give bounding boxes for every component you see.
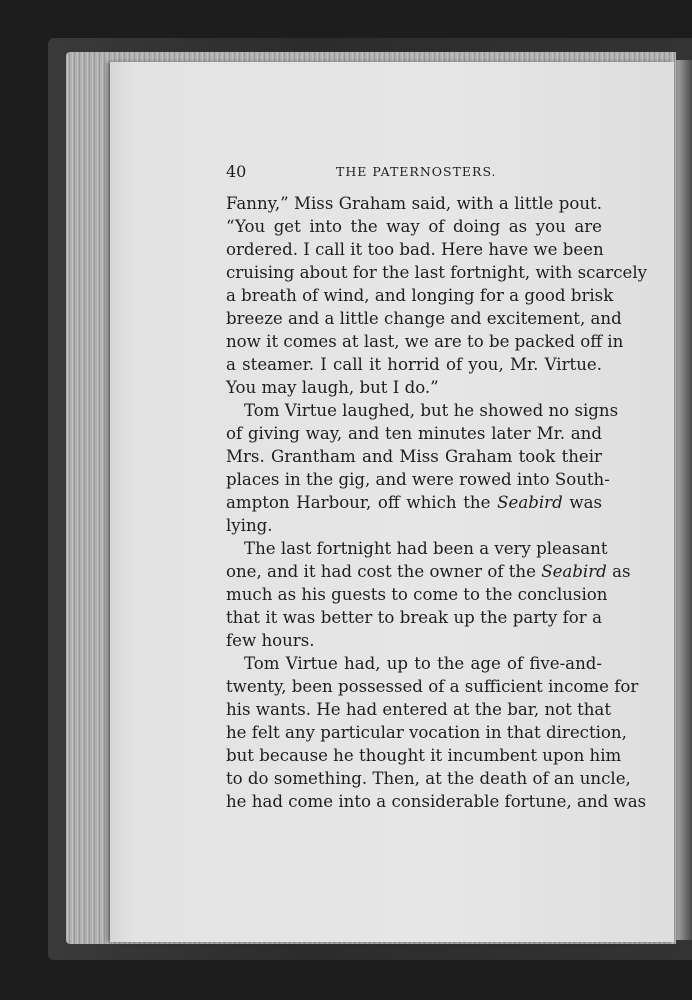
text-line: much as his guests to come to the conclusion (226, 585, 608, 604)
text-line: “You get into the way of doing as you are (226, 217, 602, 236)
text-line: cruising about for the last fortnight, with scarcely (226, 263, 648, 282)
ship-name-italic: Seabird (541, 562, 607, 581)
text-line: Mrs. Grantham and Miss Graham took their (226, 447, 602, 466)
text-line (226, 491, 602, 514)
text-line: that it was better to break up the party for a (226, 608, 602, 627)
text-line: of giving way, and ten minutes later Mr. and (226, 424, 602, 443)
text-line: places in the gig, and were rowed into South- (226, 470, 610, 489)
text-line: Tom Virtue laughed, but he showed no signs (244, 401, 619, 420)
text-line: twenty, been possessed of a sufficient income for (226, 677, 639, 696)
text-segment: ampton Harbour, off which the (226, 493, 498, 512)
text-line: lying. (226, 516, 273, 535)
running-head: THE PATERNOSTERS. (336, 164, 497, 179)
text-line: to do something. Then, at the death of an uncle, (226, 769, 631, 788)
text-line: Tom Virtue had, up to the age of five-and- (244, 654, 602, 673)
text-line (226, 560, 631, 583)
text-line: few hours. (226, 631, 315, 650)
text-line: The last fortnight had been a very pleasant (244, 539, 608, 558)
ship-name-italic: Seabird (497, 493, 563, 512)
text-segment: one, and it had cost the owner of the (226, 562, 542, 581)
body-text (226, 192, 648, 813)
text-line: breeze and a little change and excitement, and (226, 309, 622, 328)
text-line: he felt any particular vocation in that direction, (226, 723, 627, 742)
text-segment: as (606, 562, 631, 581)
text-line: he had come into a considerable fortune, and was (226, 792, 647, 811)
page-header (226, 160, 602, 184)
text-line: now it comes at last, we are to be packed off in (226, 332, 624, 351)
text-line: a steamer. I call it horrid of you, Mr. Virtue. (226, 355, 602, 374)
text-line: but because he thought it incumbent upon him (226, 746, 622, 765)
text-line: a breath of wind, and longing for a good brisk (226, 286, 614, 305)
text-line: ordered. I call it too bad. Here have we been (226, 240, 604, 259)
text-segment: was (562, 493, 602, 512)
text-line: You may laugh, but I do.” (226, 378, 439, 397)
page-number: 40 (226, 162, 247, 181)
text-line: his wants. He had entered at the bar, not that (226, 700, 611, 719)
text-line: Fanny,” Miss Graham said, with a little pout. (226, 194, 602, 213)
